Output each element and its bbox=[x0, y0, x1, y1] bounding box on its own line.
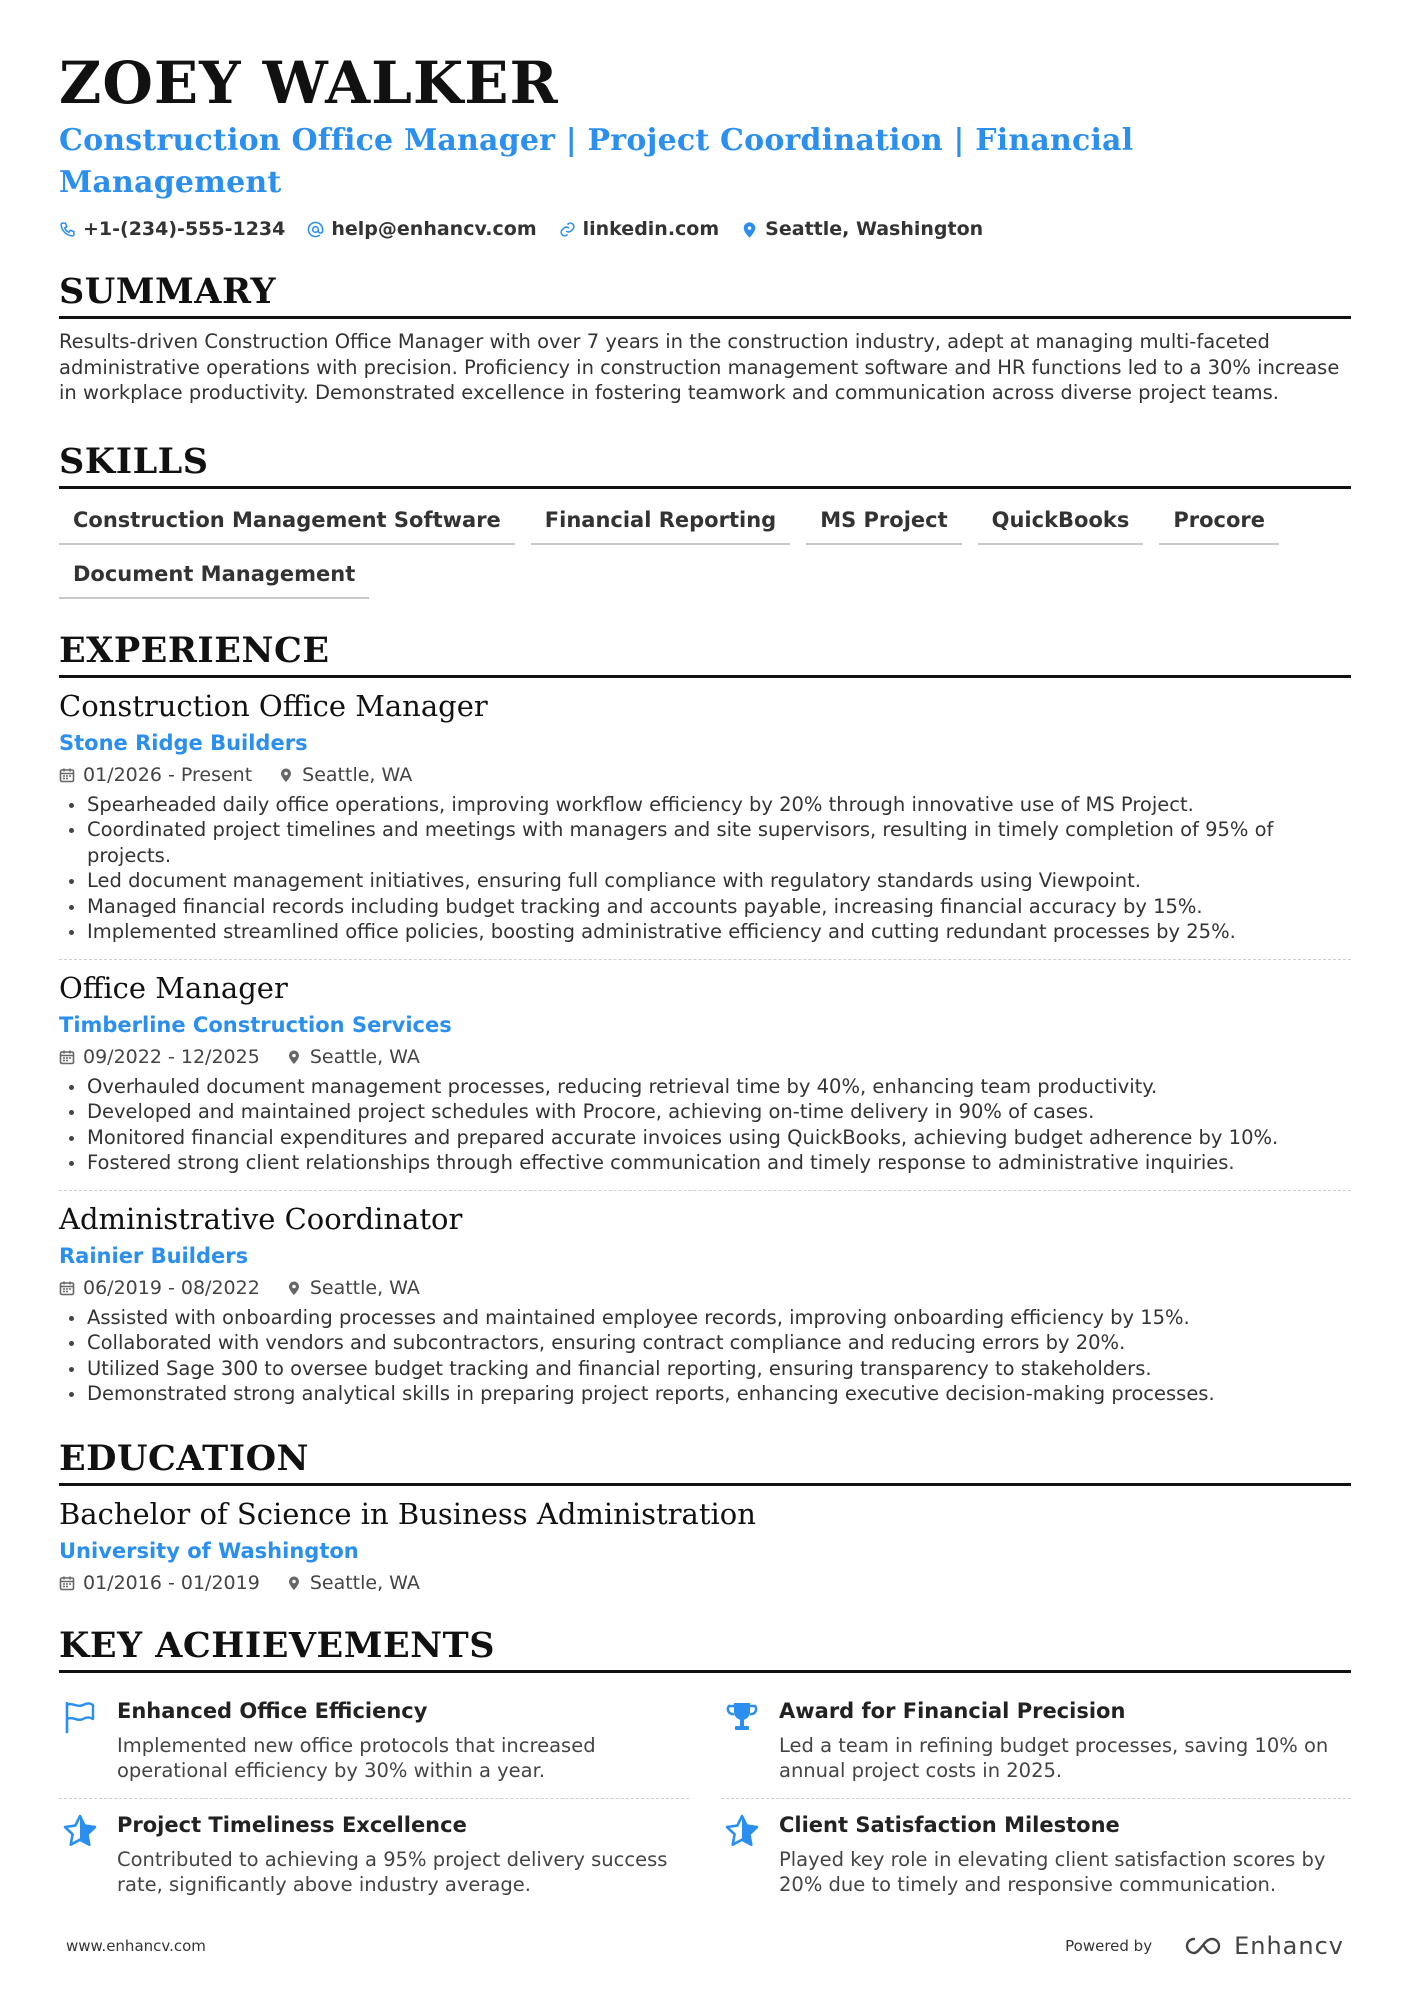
contact-phone-text: +1-(234)-555-1234 bbox=[83, 218, 286, 240]
job-title: Construction Office Manager bbox=[59, 688, 488, 723]
contact-email[interactable] bbox=[307, 218, 536, 240]
achievement-desc: Implemented new office protocols that increased operational efficiency by 30% within a year. bbox=[117, 1733, 596, 1782]
degree-title: Bachelor of Science in Business Administration bbox=[59, 1496, 756, 1531]
candidate-name: ZOEY WALKER bbox=[59, 49, 559, 117]
bullet-item: Implemented streamlined office policies, boosting administrative efficiency and cutting redundant processes by 25%. bbox=[87, 919, 1351, 945]
job-location bbox=[286, 1275, 420, 1301]
calendar-icon bbox=[59, 767, 75, 783]
bullet-item: Fostered strong client relationships through effective communication and timely response to administrative inquiries. bbox=[87, 1150, 1351, 1176]
job-meta bbox=[59, 1275, 1351, 1301]
job-dates-text: 06/2019 - 08/2022 bbox=[83, 1276, 260, 1299]
skill-tag: Construction Management Software bbox=[59, 505, 515, 545]
job-entry bbox=[59, 960, 1351, 1191]
skill-tag: Document Management bbox=[59, 559, 369, 599]
skills-list bbox=[59, 505, 1319, 599]
skill-tag: MS Project bbox=[806, 505, 961, 545]
experience-title: EXPERIENCE bbox=[59, 629, 1351, 678]
location-pin-icon bbox=[286, 1280, 302, 1296]
achievement-title: Client Satisfaction Milestone bbox=[779, 1812, 1120, 1837]
powered-by-label: Powered by bbox=[1065, 1937, 1153, 1955]
job-location-text: Seattle, WA bbox=[309, 1045, 420, 1068]
achievement-item bbox=[721, 1685, 1351, 1799]
brand-name: Enhancv bbox=[1234, 1932, 1344, 1960]
achievements-section bbox=[59, 1624, 1351, 1912]
education-section bbox=[59, 1437, 1351, 1596]
trophy-icon bbox=[724, 1699, 760, 1735]
achievements-title: KEY ACHIEVEMENTS bbox=[59, 1624, 1351, 1673]
flag-icon bbox=[62, 1699, 98, 1735]
bullet-item: Led document management initiatives, ensuring full compliance with regulatory standards using Viewpoint. bbox=[87, 868, 1351, 894]
achievement-desc: Contributed to achieving a 95% project delivery success rate, significantly above industry average. bbox=[117, 1847, 668, 1896]
calendar-icon bbox=[59, 1280, 75, 1296]
school-name: University of Washington bbox=[59, 1538, 359, 1563]
job-location-text: Seattle, WA bbox=[309, 1276, 420, 1299]
job-title: Administrative Coordinator bbox=[59, 1201, 463, 1236]
skill-tag: Procore bbox=[1159, 505, 1279, 545]
summary-section bbox=[59, 270, 1351, 406]
achievements-grid bbox=[59, 1685, 1351, 1912]
job-meta bbox=[59, 762, 1351, 788]
contact-location-text: Seattle, Washington bbox=[765, 218, 984, 240]
bullet-item: Assisted with onboarding processes and maintained employee records, improving onboarding efficiency by 15%. bbox=[87, 1305, 1351, 1331]
job-location bbox=[278, 762, 412, 788]
contact-email-text: help@enhancv.com bbox=[331, 218, 537, 240]
education-dates bbox=[59, 1570, 260, 1596]
job-location bbox=[286, 1044, 420, 1070]
job-entry bbox=[59, 678, 1351, 960]
job-dates bbox=[59, 1275, 260, 1301]
company-name: Rainier Builders bbox=[59, 1243, 249, 1268]
bullet-item: Spearheaded daily office operations, improving workflow efficiency by 20% through innovative use of MS Project. bbox=[87, 792, 1351, 818]
achievement-item bbox=[59, 1799, 689, 1912]
job-dates-text: 09/2022 - 12/2025 bbox=[83, 1045, 260, 1068]
achievement-desc: Played key role in elevating client satisfaction scores by 20% due to timely and responsive communication. bbox=[779, 1847, 1326, 1896]
contact-phone[interactable] bbox=[59, 218, 285, 240]
education-location bbox=[286, 1570, 420, 1596]
bullet-item: Overhauled document management processes, reducing retrieval time by 40%, enhancing team productivity. bbox=[87, 1074, 1351, 1100]
achievement-item bbox=[721, 1799, 1351, 1912]
summary-title: SUMMARY bbox=[59, 270, 1351, 319]
phone-icon bbox=[59, 221, 76, 238]
footer bbox=[66, 1932, 1344, 1960]
powered-by bbox=[1065, 1932, 1344, 1960]
location-pin-icon bbox=[286, 1049, 302, 1065]
at-icon bbox=[307, 221, 324, 238]
job-dates-text: 01/2026 - Present bbox=[83, 763, 253, 786]
footer-website-link[interactable]: www.enhancv.com bbox=[66, 1937, 206, 1955]
star-icon bbox=[724, 1813, 760, 1849]
star-icon bbox=[62, 1813, 98, 1849]
skill-tag: QuickBooks bbox=[978, 505, 1144, 545]
job-location-text: Seattle, WA bbox=[302, 763, 413, 786]
contact-linkedin[interactable] bbox=[559, 218, 720, 240]
skills-section bbox=[59, 440, 1351, 599]
location-pin-icon bbox=[278, 767, 294, 783]
brand-logo[interactable] bbox=[1180, 1932, 1344, 1960]
job-meta bbox=[59, 1044, 1351, 1070]
achievement-title: Award for Financial Precision bbox=[779, 1698, 1126, 1723]
company-name: Timberline Construction Services bbox=[59, 1012, 452, 1037]
bullet-item: Coordinated project timelines and meetings with managers and site supervisors, resulting in timely completion of 95% of projects. bbox=[87, 817, 1351, 868]
skills-title: SKILLS bbox=[59, 440, 1351, 489]
education-location-text: Seattle, WA bbox=[309, 1571, 420, 1594]
education-title: EDUCATION bbox=[59, 1437, 1351, 1486]
enhancv-logo-icon bbox=[1180, 1934, 1226, 1958]
bullet-item: Collaborated with vendors and subcontractors, ensuring contract compliance and reducing errors by 20%. bbox=[87, 1330, 1351, 1356]
bullet-item: Utilized Sage 300 to oversee budget tracking and financial reporting, ensuring transparency to stakeholders. bbox=[87, 1356, 1351, 1382]
experience-section bbox=[59, 629, 1351, 1407]
calendar-icon bbox=[59, 1575, 75, 1591]
achievement-item bbox=[59, 1685, 689, 1799]
bullet-item: Developed and maintained project schedules with Procore, achieving on-time delivery in 90% of cases. bbox=[87, 1099, 1351, 1125]
job-dates bbox=[59, 1044, 260, 1070]
education-entry bbox=[59, 1486, 1351, 1596]
skill-tag: Financial Reporting bbox=[531, 505, 790, 545]
calendar-icon bbox=[59, 1049, 75, 1065]
job-title: Office Manager bbox=[59, 970, 288, 1005]
job-dates bbox=[59, 762, 252, 788]
job-bullets bbox=[59, 1305, 1351, 1407]
bullet-item: Monitored financial expenditures and prepared accurate invoices using QuickBooks, achieving budget adherence by 10%. bbox=[87, 1125, 1351, 1151]
link-icon bbox=[559, 221, 576, 238]
achievement-title: Project Timeliness Excellence bbox=[117, 1812, 467, 1837]
summary-text: Results-driven Construction Office Manager with over 7 years in the construction industry, adept at managing multi-faceted administrative operations with precision. Proficiency in construction management software and HR functions led to a 30% increase in workplace productivity. Demonstrated excellence in fostering teamwork and communication across diverse project teams. bbox=[59, 330, 1340, 404]
location-pin-icon bbox=[286, 1575, 302, 1591]
contact-linkedin-text: linkedin.com bbox=[582, 218, 720, 240]
contact-bar bbox=[59, 218, 1351, 240]
achievement-desc: Led a team in refining budget processes, saving 10% on annual project costs in 2025. bbox=[779, 1733, 1329, 1782]
contact-location bbox=[741, 218, 983, 240]
education-dates-text: 01/2016 - 01/2019 bbox=[83, 1571, 260, 1594]
bullet-item: Demonstrated strong analytical skills in preparing project reports, enhancing executive decision-making processes. bbox=[87, 1381, 1351, 1407]
achievement-title: Enhanced Office Efficiency bbox=[117, 1698, 428, 1723]
education-meta bbox=[59, 1570, 1351, 1596]
company-name: Stone Ridge Builders bbox=[59, 730, 308, 755]
location-pin-icon bbox=[741, 221, 758, 238]
job-bullets bbox=[59, 1074, 1351, 1176]
job-bullets bbox=[59, 792, 1351, 945]
bullet-item: Managed financial records including budget tracking and accounts payable, increasing financial accuracy by 15%. bbox=[87, 894, 1351, 920]
job-entry bbox=[59, 1191, 1351, 1407]
headline: Construction Office Manager | Project Coordination | Financial Management bbox=[59, 123, 1134, 200]
